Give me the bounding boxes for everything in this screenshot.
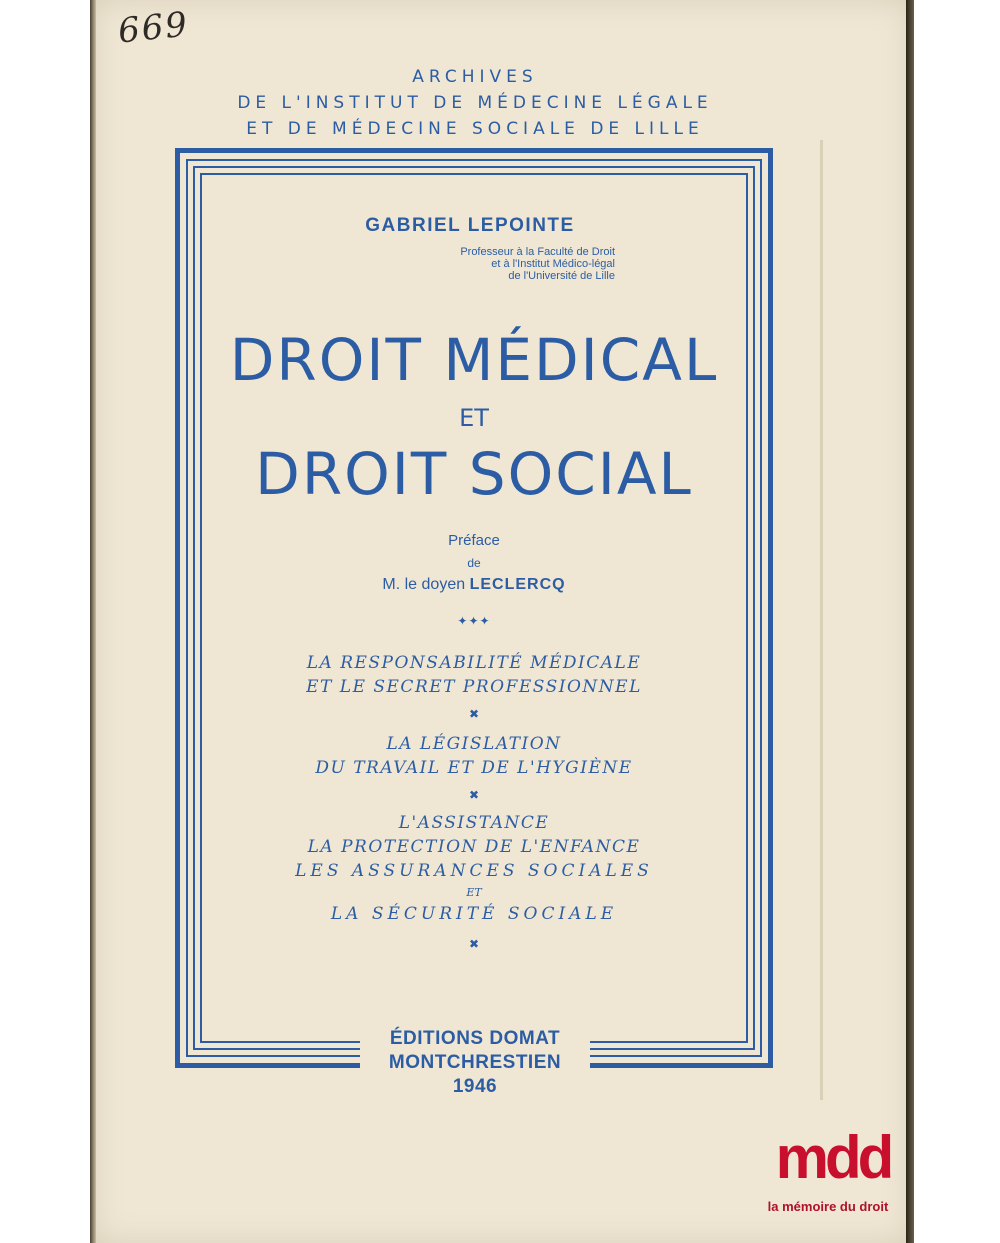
book-title-line-2: DROIT SOCIAL — [255, 440, 693, 508]
cover-left-edge — [90, 0, 96, 1243]
publication-year: 1946 — [452, 1076, 498, 1097]
preface-author-name: LECLERCQ — [469, 576, 566, 593]
publisher-line-2: MONTCHRESTIEN — [388, 1052, 562, 1073]
topic-3-line-4: LA SÉCURITÉ SOCIALE — [330, 904, 618, 924]
series-title-line-1: ARCHIVES — [412, 67, 538, 87]
handwritten-note: 669 — [116, 4, 191, 52]
separator-icon: ✖ — [468, 788, 480, 802]
publisher-line-1: ÉDITIONS DOMAT — [389, 1028, 561, 1049]
topic-2-line-2: DU TRAVAIL ET DE L'HYGIÈNE — [315, 758, 633, 778]
topic-3-line-3: LES ASSURANCES SOCIALES — [295, 861, 653, 881]
cover-right-shadow — [906, 0, 914, 1243]
author-affiliation-1: Professeur à la Faculté de Droit — [460, 246, 615, 258]
separator-icon: ✖ — [468, 707, 480, 721]
preface-label: Préface — [448, 532, 500, 549]
series-title-line-2: DE L'INSTITUT DE MÉDECINE LÉGALE — [237, 93, 713, 113]
author-affiliation-3: de l'Université de Lille — [508, 270, 615, 282]
topic-1-line-1: LA RESPONSABILITÉ MÉDICALE — [306, 653, 642, 673]
preface-author — [175, 576, 773, 594]
cover-fold-line — [820, 140, 823, 1100]
topic-2-line-1: LA LÉGISLATION — [386, 734, 562, 754]
mdd-logo — [748, 1125, 908, 1237]
decorative-frame — [175, 148, 773, 1068]
ornament-icon: ✦✦✦ — [457, 614, 491, 628]
logo-tagline: la mémoire du droit — [767, 1199, 889, 1214]
book-title-conjunction: ET — [459, 404, 489, 432]
logo-mark: mdd — [775, 1124, 891, 1191]
author-name: GABRIEL LEPOINTE — [365, 215, 575, 236]
preface-de: de — [467, 556, 481, 570]
separator-icon: ✖ — [468, 937, 480, 951]
topic-3-line-1: L'ASSISTANCE — [398, 813, 550, 833]
topic-3-line-2: LA PROTECTION DE L'ENFANCE — [307, 837, 641, 857]
author-affiliation-2: et à l'Institut Médico-légal — [491, 258, 615, 270]
preface-author-prefix: M. le doyen — [382, 576, 466, 593]
topic-1-line-2: ET LE SECRET PROFESSIONNEL — [306, 677, 642, 697]
book-title-line-1: DROIT MÉDICAL — [229, 326, 719, 394]
topic-3-conjunction: ET — [466, 886, 482, 899]
series-title-line-3: ET DE MÉDECINE SOCIALE DE LILLE — [246, 119, 704, 139]
publisher-block — [360, 1027, 590, 1099]
